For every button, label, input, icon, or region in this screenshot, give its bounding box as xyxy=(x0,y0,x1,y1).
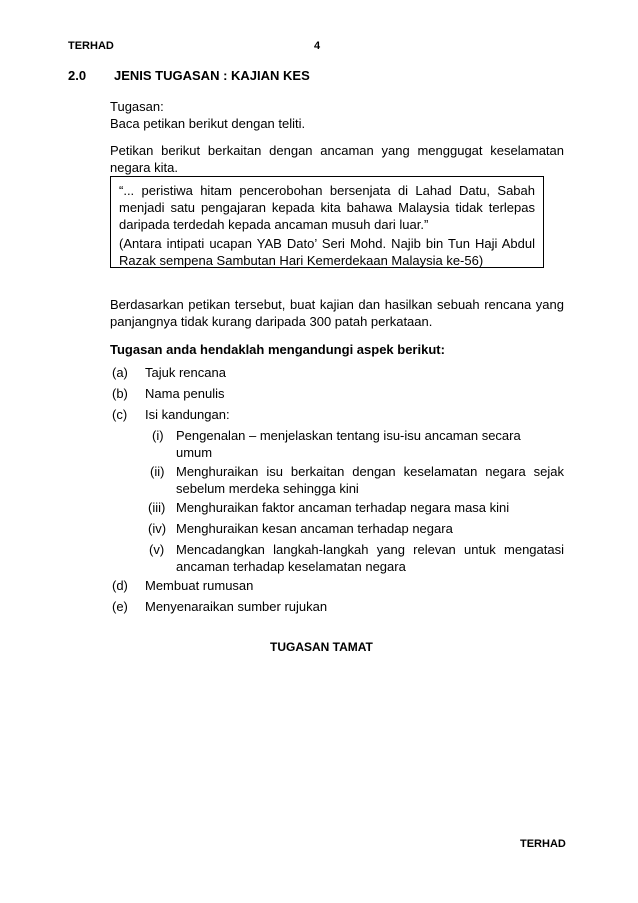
aspect-text: Nama penulis xyxy=(145,386,225,401)
sub-item-marker: (v) xyxy=(149,542,165,557)
sub-item-text: Menghuraikan kesan ancaman terhadap negara xyxy=(176,521,453,536)
quote-box xyxy=(110,176,544,268)
task-label: Tugasan: xyxy=(110,99,164,114)
quote-source: (Antara intipati ucapan YAB Dato’ Seri Mohd. Najib bin Tun Haji Abdul Razak sempena Sambutan Hari Kemerdekaan Malaysia ke-56) xyxy=(119,236,535,268)
task-paragraph: Berdasarkan petikan tersebut, buat kajian dan hasilkan sebuah rencana yang panjangnya tidak kurang daripada 300 patah perkataan. xyxy=(110,297,564,329)
aspect-marker: (e) xyxy=(112,599,128,614)
sub-item-text: Menghuraikan isu berkaitan dengan keselamatan negara sejak sebelum merdeka sehingga kini xyxy=(176,464,564,496)
sub-item-marker: (i) xyxy=(152,428,164,443)
page-number: 4 xyxy=(314,40,321,52)
aspect-marker: (d) xyxy=(112,578,128,593)
sub-item-text: Menghuraikan faktor ancaman terhadap negara masa kini xyxy=(176,500,510,515)
footer-classification: TERHAD xyxy=(520,838,566,850)
sub-item-text: Mencadangkan langkah-langkah yang relevan untuk mengatasi ancaman terhadap keselamatan negara xyxy=(176,542,564,574)
aspect-marker: (b) xyxy=(112,386,128,401)
end-label: TUGASAN TAMAT xyxy=(270,640,373,654)
context-paragraph: Petikan berikut berkaitan dengan ancaman yang menggugat keselamatan negara kita. xyxy=(110,143,564,175)
aspect-text: Menyenaraikan sumber rujukan xyxy=(145,599,328,614)
header-classification: TERHAD xyxy=(68,40,114,52)
section-number: 2.0 xyxy=(68,68,87,83)
sub-item-marker: (ii) xyxy=(150,464,165,479)
section-title: JENIS TUGASAN : KAJIAN KES xyxy=(114,68,310,83)
sub-item-text: Pengenalan – menjelaskan tentang isu-isu ancaman secara umum xyxy=(176,428,521,460)
aspects-heading: Tugasan anda hendaklah mengandungi aspek berikut: xyxy=(110,342,445,357)
sub-item-marker: (iv) xyxy=(148,521,167,536)
aspect-text: Tajuk rencana xyxy=(145,365,226,380)
aspect-text: Isi kandungan: xyxy=(145,407,230,422)
aspect-marker: (a) xyxy=(112,365,128,380)
quote-text: “... peristiwa hitam pencerobohan bersenjata di Lahad Datu, Sabah menjadi satu pengajaran kepada kita bahawa Malaysia tidak terlepas daripada terdedah kepada ancaman musuh dari luar.” xyxy=(119,183,535,232)
sub-item-marker: (iii) xyxy=(148,500,166,515)
task-instruction: Baca petikan berikut dengan teliti. xyxy=(110,116,306,131)
aspect-marker: (c) xyxy=(112,407,128,422)
aspect-text: Membuat rumusan xyxy=(145,578,254,593)
